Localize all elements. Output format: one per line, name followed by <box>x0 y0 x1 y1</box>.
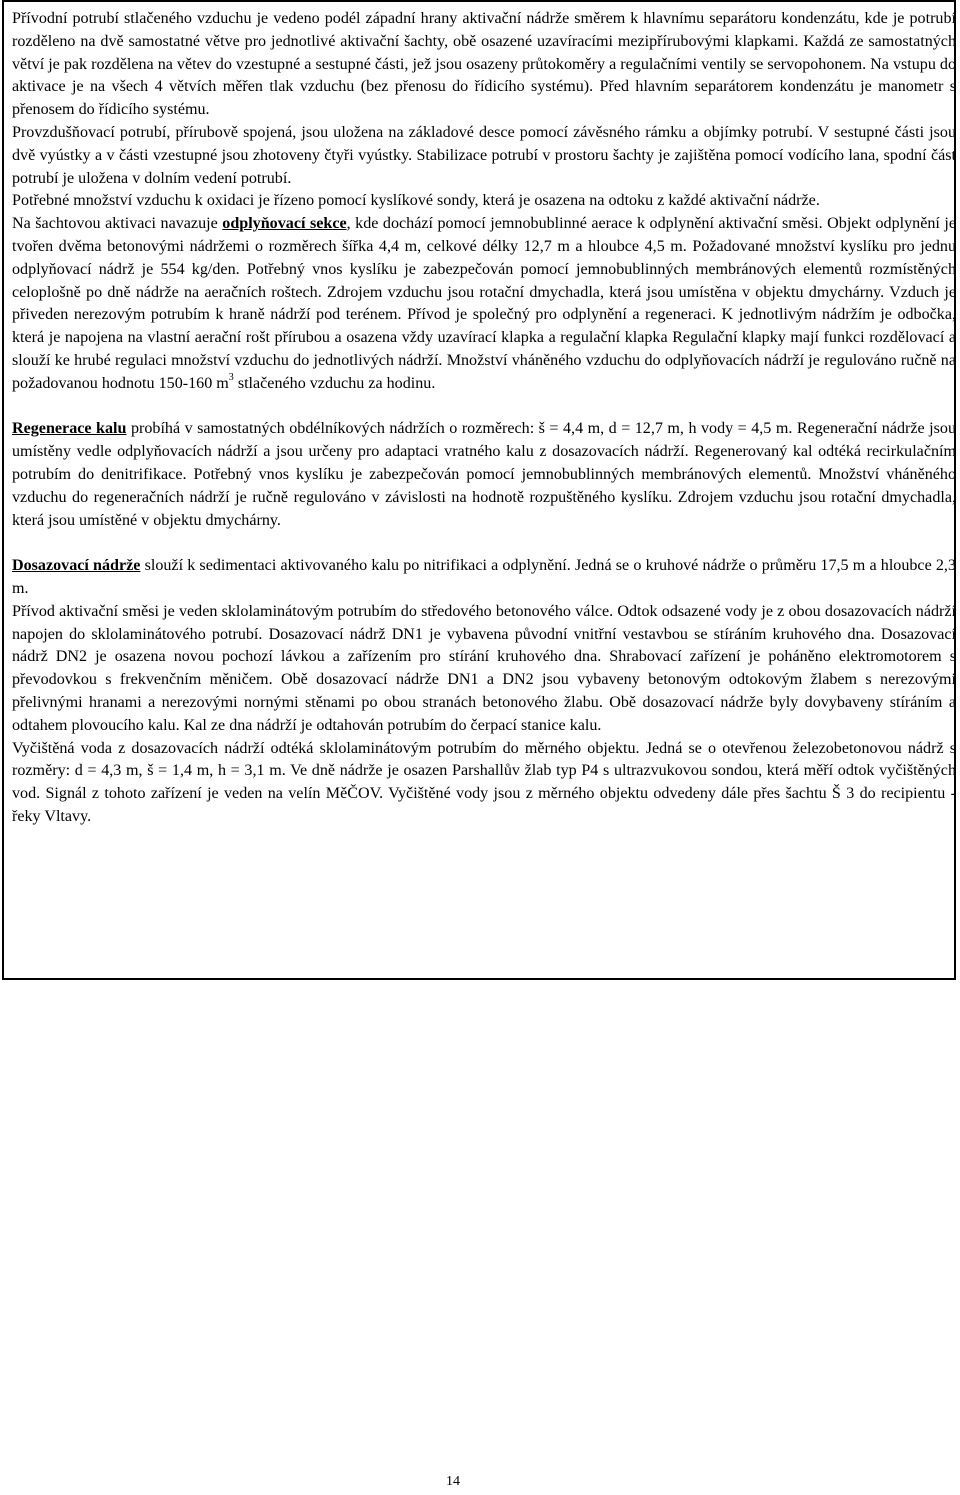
superscript-cubic: 3 <box>228 372 234 384</box>
paragraph-text: stlačeného vzduchu za hodinu. <box>233 374 436 392</box>
paragraph-text: probíhá v samostatných obdélníkových nádržích o rozměrech: š = 4,4 m, d = 12,7 m, h vody = 4,5 m. Regenerační nádrže jsou umístěny vedle odplyňovacích nádrží a jsou určeny pro adaptaci vratného kalu z dosazovacích nádrží. Regenerovaný kal odtéká recirkulačním potrubím do denitrifikace. Potřebný vnos kyslíku je zabezpečován pomocí jemnobublinných membránových elementů. Množství vháněného vzduchu do regeneračních nádrží je ručně regulováno v závislosti na hodnotě rozpuštěného kyslíku. Zdrojem vzduchu jsou rotační dmychadla, která jsou umístěné v objektu dmychárny. <box>12 420 957 529</box>
section-heading-regeneration: Regenerace kalu <box>12 420 127 438</box>
paragraph-aeration-piping: Provzdušňovací potrubí, přírubově spojená, jsou uložena na základové desce pomocí závěsného rámku a objímky potrubí. V sestupné části jsou dvě vyústky a v části vzestupné jsou zhotoveny čtyři vyústky. Stabilizace potrubí v prostoru šachty je zajištěna pomocí vodícího lana, spodní část potrubí je uložena v dolním vedení potrubí. <box>12 123 956 187</box>
document-body <box>12 8 956 829</box>
paragraph-air-supply-piping: Přívodní potrubí stlačeného vzduchu je vedeno podél západní hrany aktivační nádrže směrem k hlavnímu separátoru kondenzátu, kde je potrubí rozděleno na dvě samostatné větve pro jednotlivé aktivační šachty, obě osazené uzavíracími mezipřírubovými klapkami. Každá ze samostatných větví je pak rozdělena na větev do vzestupné a sestupné části, jež jsou osazeny průtokoměry a regulačními ventily se servopohonem. Na vstupu do aktivace je na všech 4 větvích měřen tlak vzduchu (bez přenosu do řídicího systému). Před hlavním separátorem kondenzátu je manometr s přenosem do řídicího systému. <box>12 10 956 119</box>
paragraph-settling-tanks <box>12 555 956 601</box>
paragraph-sludge-regeneration <box>12 418 956 532</box>
paragraph-gap <box>12 396 956 419</box>
paragraph-text: slouží k sedimentaci aktivovaného kalu po nitrifikaci a odplynění. Jedná se o kruhové nádrže o průměru 17,5 m a hloubce 2,3 m. <box>12 557 957 597</box>
document-frame <box>2 0 956 980</box>
paragraph-oxygen-control: Potřebné množství vzduchu k oxidaci je řízeno pomocí kyslíkové sondy, která je osazena na odtoku z každé aktivační nádrže. <box>12 192 820 210</box>
section-heading-settling-tanks: Dosazovací nádrže <box>12 557 141 575</box>
paragraph-gap <box>12 532 956 555</box>
paragraph-settling-tanks-equipment: Přívod aktivační směsi je veden sklolaminátovým potrubím do středového betonového válce. Odtok odsazené vody je z obou dosazovacích nádrží napojen do sklolaminátového potrubí. Dosazovací nádrž DN1 je vybavena původní vnitřní vestavbou se stíráním kruhového dna. Dosazovací nádrž DN2 je osazena novou pochozí lávkou a zařízením pro stírání kruhového dna. Shrabovací zařízení je poháněno elektromotorem s převodovkou s frekvenčním měničem. Obě dosazovací nádrže DN1 a DN2 jsou vybaveny betonovým odtokovým žlabem s nerezovými přelivnými hranami a nerezovými nornými stěnami po obou stranách betonového žlabu. Obě dosazovací nádrže byly dovybaveny stíráním a odtahem plovoucího kalu. Kal ze dna nádrží je odtahován potrubím do čerpací stanice kalu. <box>12 602 956 734</box>
page-number: 14 <box>446 1474 460 1489</box>
paragraph-measuring-object: Vyčištěná voda z dosazovacích nádrží odtéká sklolaminátovým potrubím do měrného objektu. Jedná se o otevřenou železobetonovou nádrž s rozměry: d = 4,3 m, š = 1,4 m, h = 3,1 m. Ve dně nádrže je osazen Parshallův žlab typ P4 s ultrazvukovou sondou, která měří odtok vyčištěných vod. Signál z tohoto zařízení je veden na velín MěČOV. Vyčištěné vody jsou z měrného objektu odvedeny dále přes šachtu Š 3 do recipientu - řeky Vltavy. <box>12 739 956 825</box>
section-heading-degassing: odplyňovací sekce <box>222 215 347 233</box>
paragraph-degassing-section <box>12 213 956 395</box>
paragraph-text: Na šachtovou aktivaci navazuje <box>12 215 223 233</box>
paragraph-text: , kde dochází pomocí jemnobublinné aerace k odplynění aktivační směsi. Objekt odplynění je tvořen dvěma betonovými nádržemi o rozměrech šířka 4,4 m, celkové délky 12,7 m a hloubce 4,5 m. Požadované množství kyslíku pro jednu odplyňovací nádrž je 554 kg/den. Potřebný vnos kyslíku je zabezpečován pomocí jemnobublinných membránových elementů rozmístěných celoplošně po dně nádrže na aeračních roštech. Zdrojem vzduchu jsou rotační dmychadla, která jsou umístěna v objektu dmychárny. Vzduch je přiveden nerezovým potrubím k hraně nádrží pod terénem. Přívod je společný pro odplynění a regeneraci. K jednotlivým nádržím je odbočka, která je napojena na vlastní aerační rošt přírubou a osazena vždy uzavírací klapka a regulační klapka Regulační klapky mají funkci rozdělovací a slouží ke hrubé regulaci množství vzduchu do jednotlivých nádrží. Množství vháněného vzduchu do odplyňovacích nádrží je regulováno ručně na požadovanou hodnotu 150-160 m <box>12 215 956 392</box>
